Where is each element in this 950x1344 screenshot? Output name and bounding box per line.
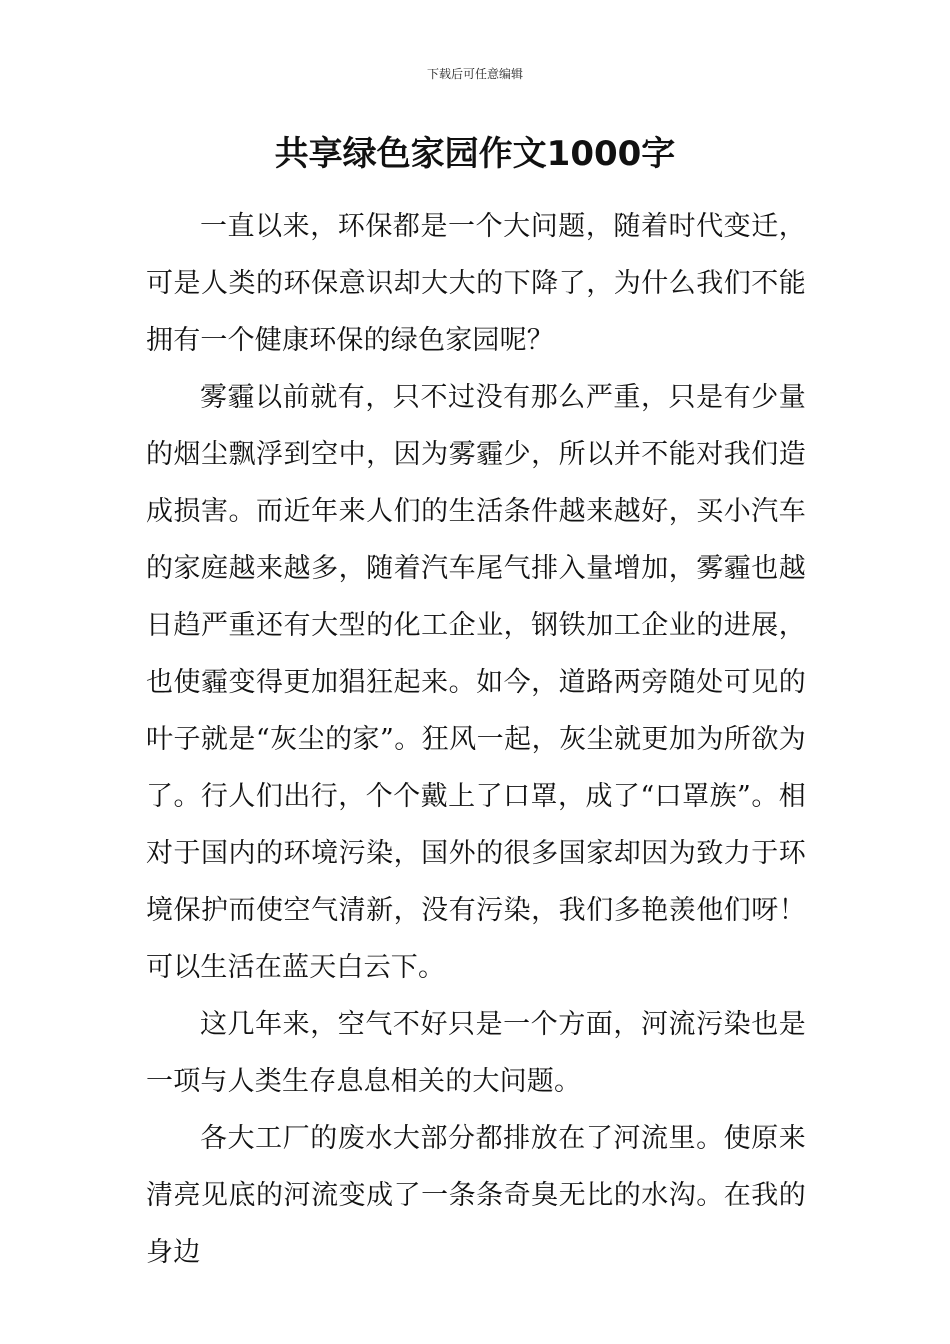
paragraph: 各大工厂的废水大部分都排放在了河流里。使原来清亮见底的河流变成了一条条奇臭无比的水沟。在我的身边 [146, 1123, 806, 1268]
document-title: 共享绿色家园作文1000字 [274, 134, 676, 174]
paragraph: 雾霾以前就有，只不过没有那么严重，只是有少量的烟尘飘浮到空中，因为雾霾少，所以并不能对我们造成损害。而近年来人们的生活条件越来越好，买小汽车的家庭越来越多，随着汽车尾气排入量增加，雾霾也越日趋严重还有大型的化工企业，钢铁加工企业的进展，也使霾变得更加猖狂起来。如今，道路两旁随处可见的叶子就是“灰尘的家”。狂风一起，灰尘就更加为所欲为了。行人们出行，个个戴上了口罩，成了“口罩族”。相对于国内的环境污染，国外的很多国家却因为致力于环境保护而使空气清新，没有污染，我们多艳羡他们呀！可以生活在蓝天白云下。 [146, 382, 806, 983]
header-note: 下载后可任意编辑 [426, 67, 523, 81]
paragraph: 一直以来，环保都是一个大问题，随着时代变迁，可是人类的环保意识却大大的下降了，为什么我们不能拥有一个健康环保的绿色家园呢？ [146, 211, 806, 356]
paragraph: 这几年来，空气不好只是一个方面，河流污染也是一项与人类生存息息相关的大问题。 [146, 1009, 806, 1097]
document-body [146, 198, 806, 1281]
